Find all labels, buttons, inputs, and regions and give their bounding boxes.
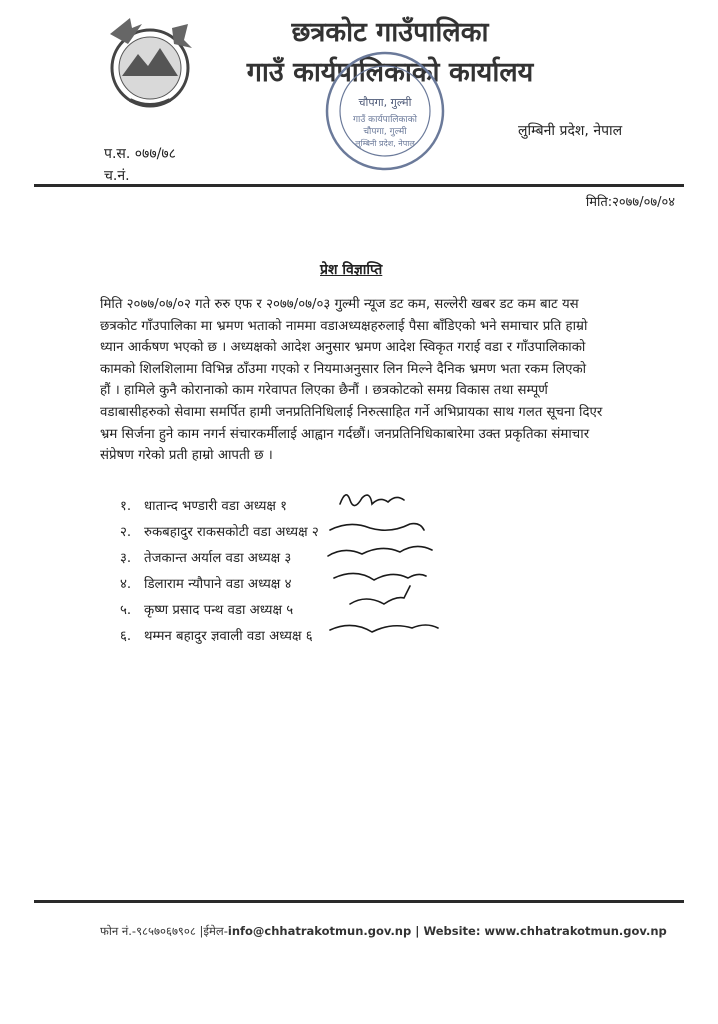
signatory-number: ६. <box>120 629 132 644</box>
signatory-item <box>120 496 287 514</box>
signatory-item <box>120 626 313 644</box>
dispatch-number: च.नं. <box>104 168 130 184</box>
body-line: ध्यान आर्कषण भएको छ । अध्यक्षको आदेश अनुसार भ्रमण आदेश स्विकृत गराई वडा र गाँउपालिकाको <box>100 340 586 356</box>
body-line: भ्रम सिर्जना हुने काम नगर्न संचारकर्मीलाई आह्वान गर्दछौं। जनप्रतिनिधिकाबारेमा उक्त प्रकृतिका संमाचार <box>100 426 590 442</box>
stamp-line-4: लुम्बिनी प्रदेश, नेपाल <box>355 139 415 148</box>
notice-heading: प्रेश विज्ञाप्ति <box>320 262 383 278</box>
footer-divider <box>34 900 684 903</box>
footer-contact <box>100 924 680 939</box>
signatory-name: कृष्ण प्रसाद पन्थ वडा अध्यक्ष ५ <box>144 603 294 618</box>
body-line: हौं । हामिले कुनै कोरानाको काम गरेवापत लिएका छैनौं । छत्रकोटको समग्र विकास तथा सम्पूर्ण <box>100 383 548 399</box>
signatory-item <box>120 574 291 592</box>
signatory-name: धातान्द भण्डारी वडा अध्यक्ष १ <box>144 499 288 514</box>
signatory-name: रुकबहादुर राकसकोटी वडा अध्यक्ष २ <box>144 525 319 540</box>
footer-email: info@chhatrakotmun.gov.np <box>227 924 412 938</box>
signatory-number: ५. <box>120 603 132 618</box>
signatures-icon <box>300 486 460 646</box>
signatory-item <box>120 548 291 566</box>
signatory-item <box>120 522 319 540</box>
signatory-name: डिलाराम न्यौपाने वडा अध्यक्ष ४ <box>144 577 292 592</box>
body-line: कामको शिलशिलामा विभिन्न ठाँउमा गएको र नियमाअनुसार लिन मिल्ने दैनिक भ्रमण भता रकम लिएको <box>100 361 587 377</box>
signatory-number: २. <box>120 525 132 540</box>
signatory-number: ३. <box>120 551 132 566</box>
office-address: लुम्बिनी प्रदेश, नेपाल <box>518 123 623 139</box>
header-divider <box>34 184 684 187</box>
body-line: संप्रेषण गरेको प्रती हाम्रो आपती छ । <box>100 448 273 464</box>
signatory-item <box>120 600 293 618</box>
signatory-name: थम्मन बहादुर ज्ञवाली वडा अध्यक्ष ६ <box>144 629 313 644</box>
fiscal-year: प.स. ०७७/७८ <box>104 146 176 162</box>
body-line: मिति २०७७/०७/०२ गते रुरु एफ र २०७७/०७/०३ गुल्मी न्यूज डट कम, सल्लेरी खबर डट कम बाट यस <box>100 297 579 312</box>
signature-5 <box>350 586 410 604</box>
signature-4 <box>334 573 426 580</box>
footer-phone: फोन नं.-९८५७०६७९०८ |ईमेल- <box>100 924 228 938</box>
body-line: वडाबासीहरुको सेवामा समर्पित हामी जनप्रतिनिधिलाई निरुत्साहित गर्ने अभिप्रायका साथ गलत सूचना दिएर <box>100 404 603 420</box>
footer-website: | Website: www.chhatrakotmun.gov.np <box>411 924 667 938</box>
signatory-number: ४. <box>120 577 132 592</box>
body-line: छत्रकोट गाँउपालिका मा भ्रमण भताको नाममा वडाअध्यक्षहरुलाई पैसा बाँडिएको भने समाचार प्रति हाम्रो <box>100 318 588 334</box>
notice-date: मिति:२०७७/०७/०४ <box>585 195 675 210</box>
signatory-number: १. <box>120 499 132 514</box>
stamp-line-1: चौपगा, गुल्मी <box>358 96 412 109</box>
org-name: छत्रकोट गाउँपालिका <box>291 17 489 48</box>
signature-3 <box>328 546 432 556</box>
notice-body <box>100 294 678 467</box>
stamp-line-3: चौपगा, गुल्मी <box>363 127 407 137</box>
signature-6 <box>330 625 438 632</box>
official-stamp-icon <box>322 48 448 174</box>
signature-1 <box>340 495 404 506</box>
signature-2 <box>330 524 424 531</box>
nepal-emblem-icon <box>100 14 200 114</box>
office-name: गाउँ कार्यपालिकाको कार्यालय <box>246 57 534 88</box>
signatory-name: तेजकान्त अर्याल वडा अध्यक्ष ३ <box>144 551 292 566</box>
stamp-line-2: गाउँ कार्यपालिकाको <box>352 115 418 125</box>
